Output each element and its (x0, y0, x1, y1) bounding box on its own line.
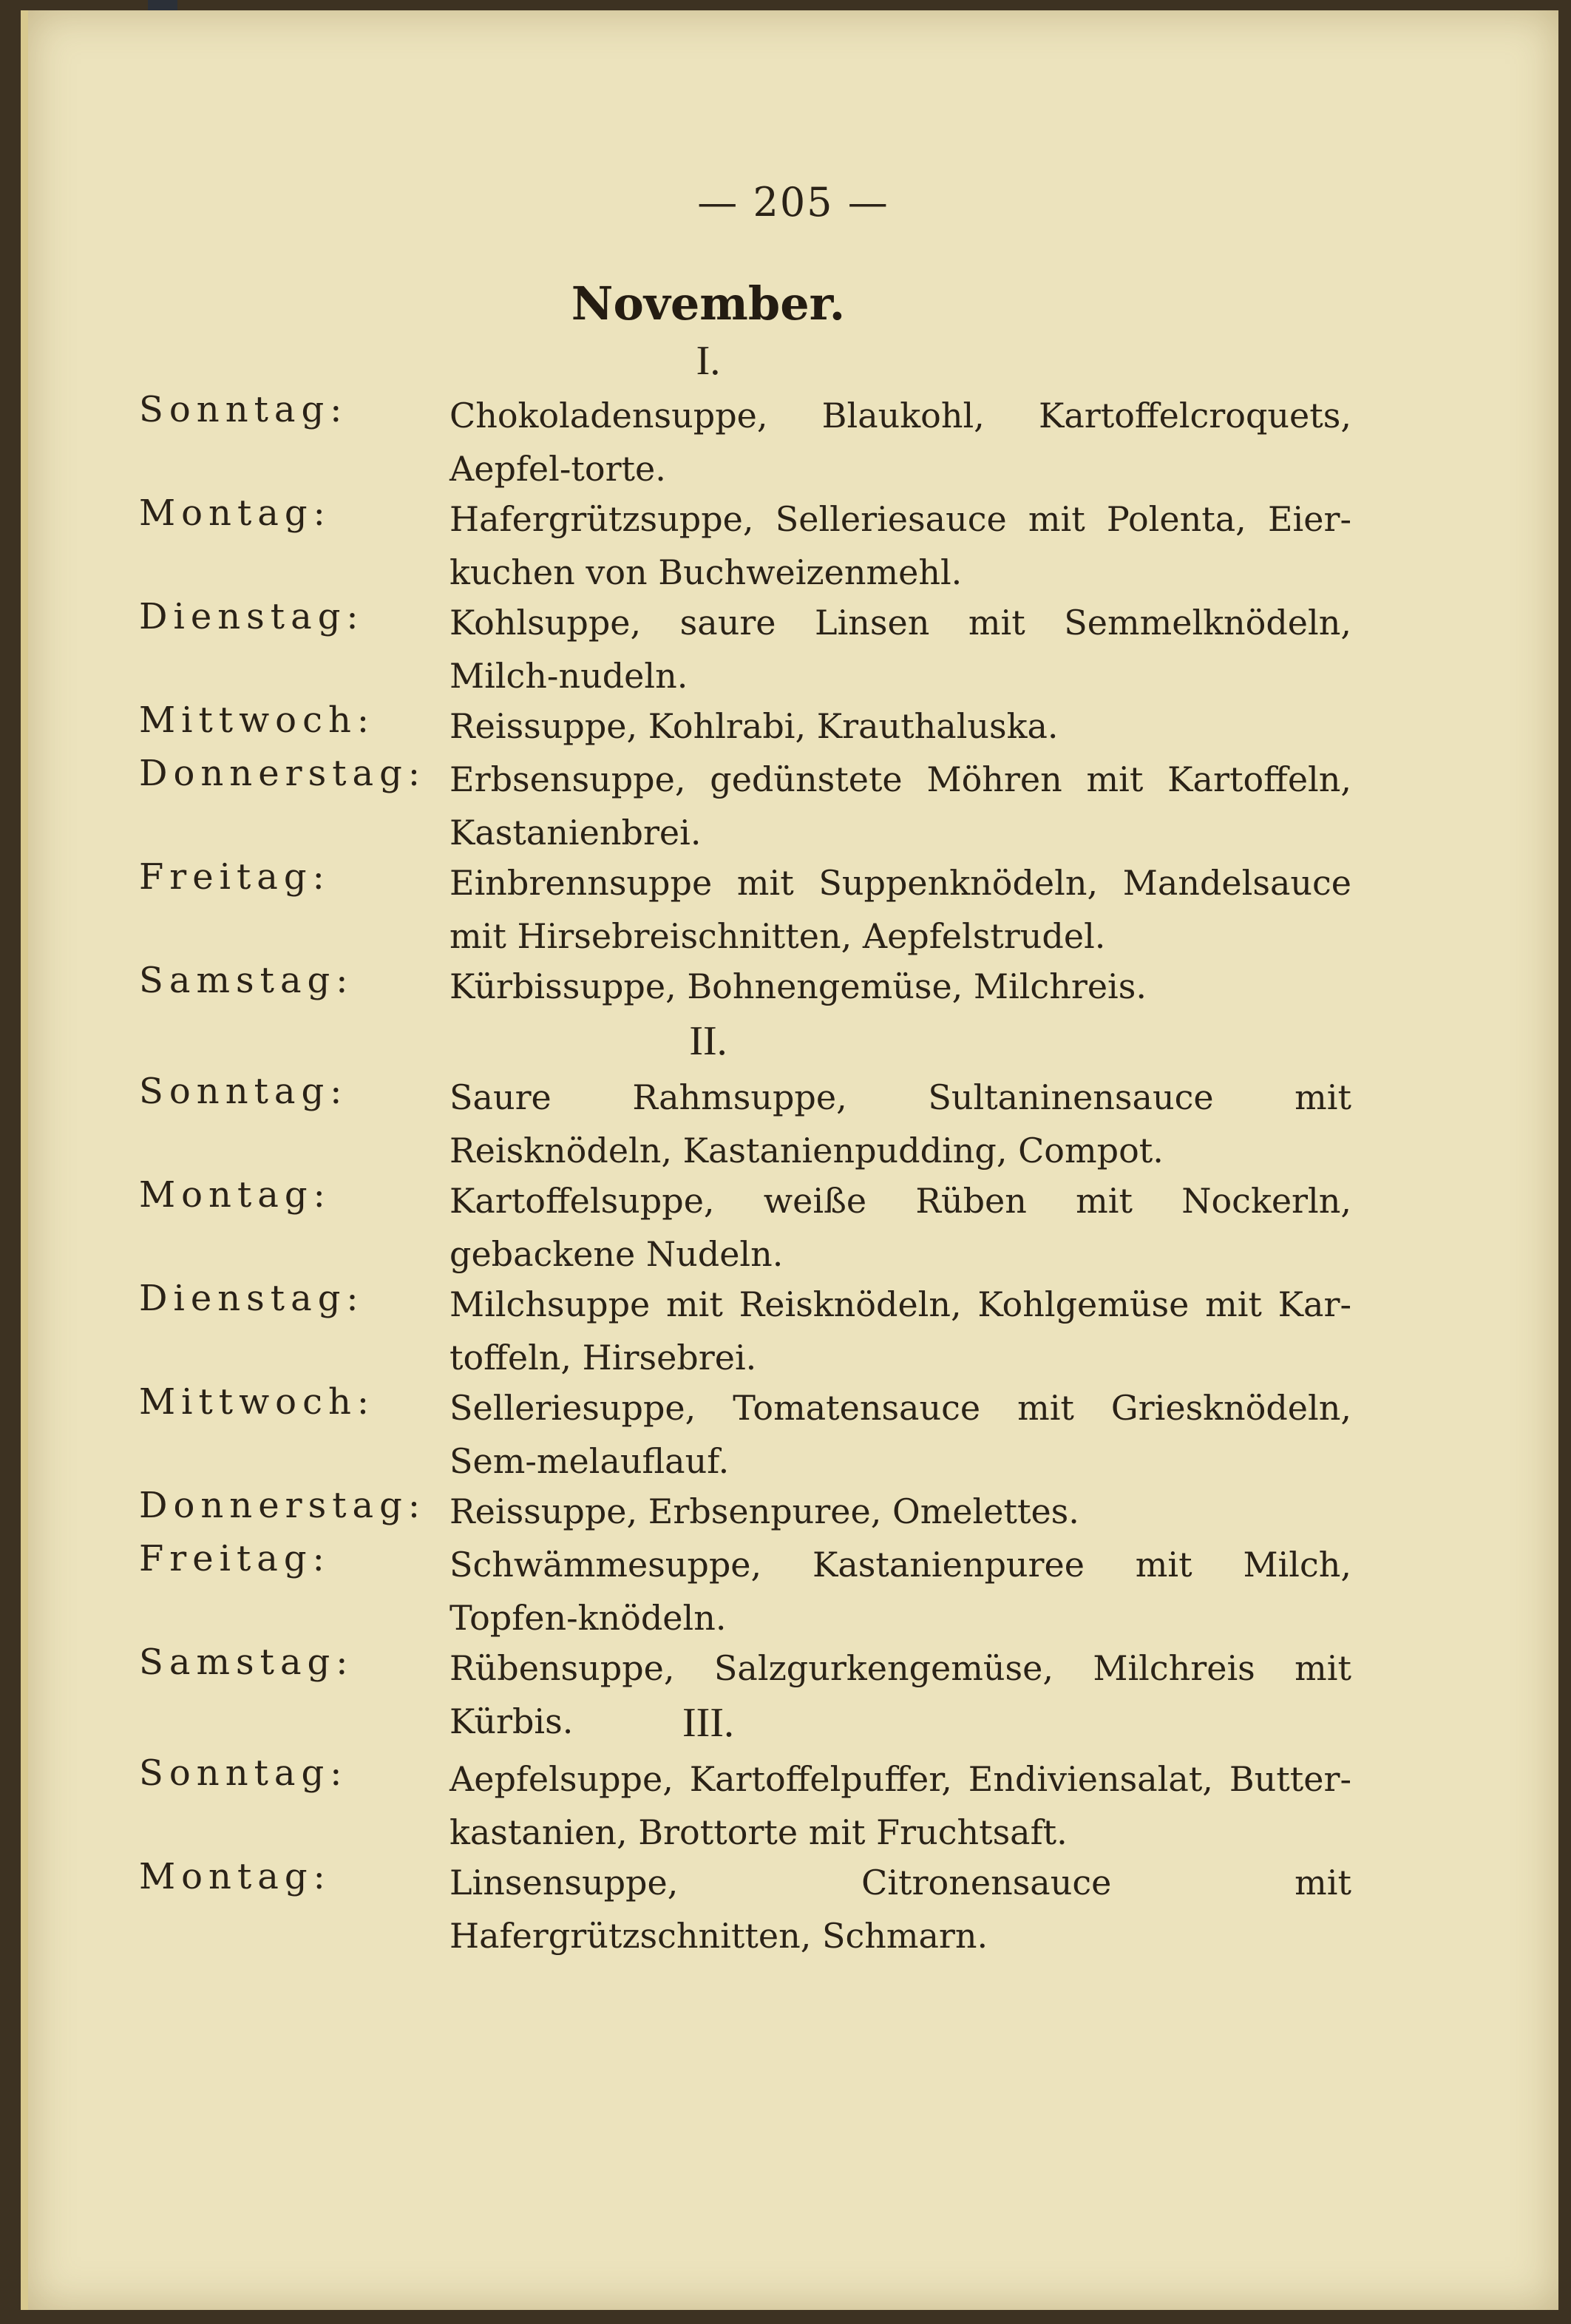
menu-text: Rübensuppe, Salzgurkengemüse, Milchreis mit Kürbis. (449, 1648, 1351, 1741)
day-label: Sonntag: (139, 1071, 348, 1112)
day-label: Dienstag: (139, 1278, 364, 1319)
menu-text: Reissuppe, Erbsenpuree, Omelettes. (449, 1491, 1079, 1531)
menu-text: Selleriesuppe, Tomatensauce mit Griesknödeln, Sem-melauflauf. (449, 1388, 1351, 1481)
menu-text: Erbsensuppe, gedünstete Möhren mit Kartoffeln, Kastanienbrei. (449, 759, 1351, 853)
day-label: Mittwoch: (139, 1381, 376, 1423)
menu-text: Kürbissuppe, Bohnengemüse, Milchreis. (449, 966, 1147, 1006)
day-label: Samstag: (139, 960, 354, 1001)
menu-text: Linsensuppe, Citronensauce mit Hafergrützschnitten, Schmarn. (449, 1863, 1351, 1956)
menu-text: Aepfelsuppe, Kartoffelpuffer, Endiviensalat, Butter-kastanien, Brottorte mit Fruchtsaft. (449, 1759, 1351, 1852)
menu-text: Chokoladensuppe, Blaukohl, Kartoffelcroquets, Aepfel-torte. (449, 396, 1351, 489)
day-label: Montag: (139, 492, 331, 534)
menu-text: Schwämmesuppe, Kastanienpuree mit Milch, Topfen-knödeln. (449, 1545, 1351, 1638)
day-label: Montag: (139, 1856, 331, 1897)
section-heading-1: I. (696, 338, 721, 384)
section-heading-3: III. (682, 1700, 734, 1746)
menu-text: Kartoffelsuppe, weiße Rüben mit Nockerln, gebackene Nudeln. (449, 1181, 1351, 1274)
menu-text: Hafergrützsuppe, Selleriesauce mit Polenta, Eier-kuchen von Buchweizenmehl. (449, 499, 1351, 592)
menu-text: Milchsuppe mit Reisknödeln, Kohlgemüse mit Kar-toffeln, Hirsebrei. (449, 1284, 1351, 1378)
day-label: Freitag: (139, 856, 330, 898)
day-label: Donnerstag: (139, 753, 426, 794)
menu-text: Saure Rahmsuppe, Sultaninensauce mit Reisknödeln, Kastanienpudding, Compot. (449, 1077, 1351, 1171)
section-heading-2: II. (689, 1018, 727, 1064)
day-label: Dienstag: (139, 596, 364, 637)
menu-text: Kohlsuppe, saure Linsen mit Semmelknödeln, Milch-nudeln. (449, 603, 1351, 696)
month-title: November. (571, 277, 846, 331)
day-label: Sonntag: (139, 1752, 348, 1794)
day-label: Mittwoch: (139, 699, 376, 741)
day-label: Sonntag: (139, 389, 348, 430)
day-label: Montag: (139, 1174, 331, 1216)
day-label: Freitag: (139, 1538, 330, 1579)
menu-text: Reissuppe, Kohlrabi, Krauthaluska. (449, 706, 1059, 746)
book-page (21, 10, 1558, 2310)
day-label: Samstag: (139, 1642, 354, 1683)
page-number: — 205 — (697, 179, 889, 226)
day-label: Donnerstag: (139, 1485, 426, 1526)
menu-text: Einbrennsuppe mit Suppenknödeln, Mandelsauce mit Hirsebreischnitten, Aepfelstrudel. (449, 863, 1351, 956)
